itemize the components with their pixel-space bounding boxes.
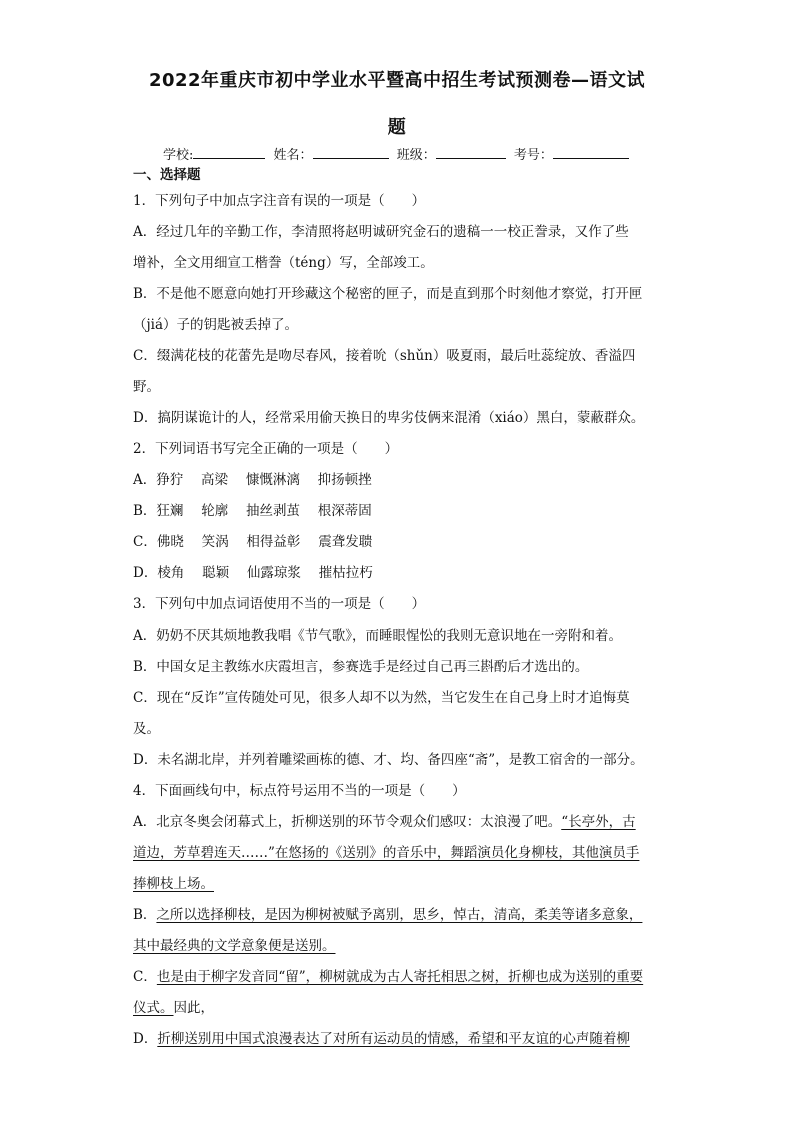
q3-option-c-line2: 及。: [133, 721, 160, 737]
q1-option-d: D．搞阴谋诡计的人，经常采用偷天换日的卑劣伎俩来混淆（xiáo）黑白，蒙蔽群众。: [133, 410, 645, 426]
question-2-stem: 2．下列词语书写完全正确的一项是（ ）: [133, 441, 399, 457]
q4-d-label: D．: [133, 1031, 158, 1047]
q4-option-c-line1: [133, 967, 643, 987]
q2-option-d: D．棱角 聪颖 仙露琼浆 摧枯拉朽: [133, 565, 373, 581]
q4-c-underlined-text: 也是由于柳字发音同“留”，柳树就成为古人寄托相思之树，折柳也成为送别的重要: [156, 969, 644, 985]
q4-a-underlined-text: “长亭外，古: [561, 814, 636, 830]
name-label: 姓名：: [273, 148, 313, 163]
exam-title-line2: 题: [387, 117, 407, 138]
q4-b-label: B．: [133, 907, 157, 923]
student-info-row: [163, 144, 643, 163]
q4-option-a-line2: 道边，芳草碧连天……”在悠扬的《送别》的音乐中，舞蹈演员化身柳枝，其他演员手: [133, 845, 640, 861]
q4-option-b-line2: 其中最经典的文学意象便是送别。: [133, 938, 336, 954]
q3-option-d: D．未名湖北岸，并列着雕梁画栋的德、才、均、备四座“斋”，是教工宿舍的一部分。: [133, 752, 644, 768]
q3-option-a: A．奶奶不厌其烦地教我唱《节气歌》，而睡眼惺忪的我则无意识地在一旁附和着。: [133, 628, 622, 644]
number-blank[interactable]: [553, 146, 629, 159]
q4-b-underlined-text: 之所以选择柳枝，是因为柳树被赋予离别，思乡，悼古，清高，柔美等诸多意象，: [156, 907, 643, 923]
q4-a-plain-text: A．北京冬奥会闭幕式上，折柳送别的环节令观众们感叹：太浪漫了吧。: [133, 814, 562, 830]
q4-option-a-line3: 捧柳枝上场。: [133, 876, 214, 892]
q2-option-b: B．狂斓 轮廓 抽丝剥茧 根深蒂固: [133, 503, 372, 519]
section-heading: 一、选择题: [133, 167, 201, 183]
q4-option-d-line1: [133, 1029, 630, 1049]
q4-option-c-line2: [133, 998, 214, 1018]
q1-option-a-line2: 增补，全文用细宣工楷誊（téng）写，全部竣工。: [133, 255, 434, 271]
number-label: 考号：: [513, 148, 553, 163]
q4-c-label: C．: [133, 969, 157, 985]
q1-option-b-line2: （jiá）子的钥匙被丢掉了。: [133, 317, 299, 333]
q4-option-b-line1: [133, 905, 642, 925]
q1-option-c-line2: 野。: [133, 379, 160, 395]
q1-option-b-line1: B．不是他不愿意向她打开珍藏这个秘密的匣子，而是直到那个时刻他才察觉，打开匣: [133, 286, 643, 302]
class-label: 班级：: [396, 148, 436, 163]
school-blank[interactable]: [193, 146, 265, 159]
q4-c-underlined-tail: 仪式。: [133, 1000, 174, 1016]
q4-d-underlined-text: 折柳送别用中国式浪漫表达了对所有运动员的情感，希望和平友谊的心声随着柳: [157, 1031, 630, 1047]
q3-option-c-line1: C．现在“反诈”宣传随处可见，很多人却不以为然，当它发生在自己身上时才追悔莫: [133, 690, 630, 706]
q1-option-a-line1: A．经过几年的辛勤工作，李清照将赵明诚研究金石的遗稿一一校正誊录，又作了些: [133, 224, 629, 240]
class-blank[interactable]: [436, 146, 506, 159]
q4-c-plain-tail: 因此，: [173, 1000, 214, 1016]
q2-option-c: C．佛晓 笑涡 相得益彰 震聋发聩: [133, 534, 373, 550]
question-3-stem: 3．下列句中加点词语使用不当的一项是（ ）: [133, 596, 426, 612]
question-1-stem: 1．下列句子中加点字注音有误的一项是（ ）: [133, 193, 426, 209]
q2-option-a: A．狰狞 高梁 慷慨淋漓 抑扬顿挫: [133, 472, 372, 488]
school-label: 学校:: [163, 148, 194, 163]
exam-title-line1: 2022年重庆市初中学业水平暨高中招生考试预测卷—语文试: [148, 70, 646, 91]
name-blank[interactable]: [313, 146, 389, 159]
q3-option-b: B．中国女足主教练水庆霞坦言，参赛选手是经过自己再三斟酌后才选出的。: [133, 659, 589, 675]
q1-option-c-line1: C．缀满花枝的花蕾先是吻尽春风，接着吮（shǔn）吸夏雨，最后吐蕊绽放、香溢四: [133, 348, 636, 364]
q4-option-a-line1: [133, 812, 636, 832]
question-4-stem: 4．下面画线句中，标点符号运用不当的一项是（ ）: [133, 783, 466, 799]
